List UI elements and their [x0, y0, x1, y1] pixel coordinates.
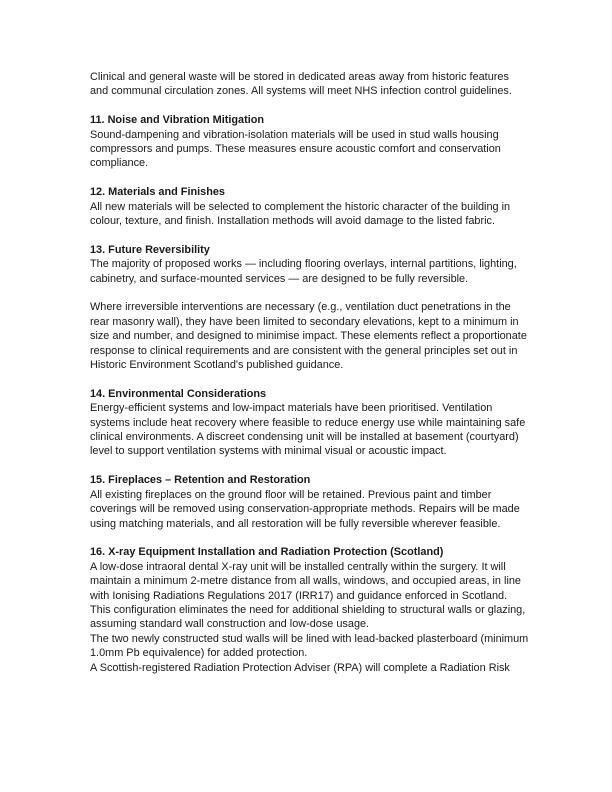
section-heading: 11. Noise and Vibration Mitigation [90, 114, 265, 127]
section-fireplaces [90, 473, 530, 531]
section-environmental [90, 387, 530, 459]
section-paragraph: The majority of proposed works — including flooring overlays, internal partitions, lighting, cabinetry, and surface-mounted services — are designed to be fully reversible. [90, 258, 517, 285]
section-paragraph: All existing fireplaces on the ground floor will be retained. Previous paint and timber coverings will be removed using conservation-appropriate methods. Repairs will be made using matching materials, and all restoration will be fully reversible wherever feasible. [90, 488, 520, 530]
section-xray-radiation [90, 545, 530, 675]
intro-paragraph: Clinical and general waste will be stored in dedicated areas away from historic features and communal circulation zones. All systems will meet NHS infection control guidelines. [90, 71, 512, 98]
section-paragraph: Where irreversible interventions are necessary (e.g., ventilation duct penetrations in the rear masonry wall), they have been limited to secondary elevations, kept to a minimum in size and number, and designed to minimise impact. These elements reflect a proportionate response to clinical requirements and are consistent with the general principles set out in Historic Environment Scotland's published guidance. [90, 301, 527, 372]
section-paragraph: Sound-dampening and vibration-isolation materials will be used in stud walls housing compressors and pumps. These measures ensure acoustic comfort and conservation compliance. [90, 128, 501, 170]
section-heading: 14. Environmental Considerations [90, 387, 267, 400]
section-materials-finishes [90, 185, 530, 228]
section-paragraph: A Scottish-registered Radiation Protection Adviser (RPA) will complete a Radiation Risk [90, 661, 510, 674]
section-heading: 12. Materials and Finishes [90, 186, 225, 199]
section-noise-vibration [90, 113, 530, 171]
section-paragraph: All new materials will be selected to complement the historic character of the building in colour, texture, and finish. Installation methods will avoid damage to the listed fabric. [90, 200, 511, 228]
section-future-reversibility [90, 243, 530, 373]
section-heading: 15. Fireplaces – Retention and Restoration [90, 474, 311, 487]
section-heading: 13. Future Reversibility [90, 243, 210, 256]
section-paragraph: A low-dose intraoral dental X-ray unit will be installed centrally within the surgery. It will maintain a minimum 2-metre distance from all walls, windows, and occupied areas, in line with Ionising Radiations Regulations 2017 (IRR17) and guidance enforced in Scotland. [90, 560, 521, 602]
section-paragraph: The two newly constructed stud walls will be lined with lead-backed plasterboard (minimum 1.0mm Pb equivalence) for added protection. [90, 632, 529, 660]
section-paragraph: This configuration eliminates the need for additional shielding to structural walls or glazing, assuming standard wall construction and low-dose usage. [90, 603, 526, 631]
document-body [90, 70, 530, 675]
section-paragraph: Energy-efficient systems and low-impact materials have been prioritised. Ventilation systems include heat recovery where feasible to reduce energy use while maintaining safe clinical environments. A discreet condensing unit will be installed at basement (courtyard) level to support ventilation systems with minimal visual or acoustic impact. [90, 402, 526, 458]
section-heading: 16. X-ray Equipment Installation and Radiation Protection (Scotland) [90, 546, 444, 559]
